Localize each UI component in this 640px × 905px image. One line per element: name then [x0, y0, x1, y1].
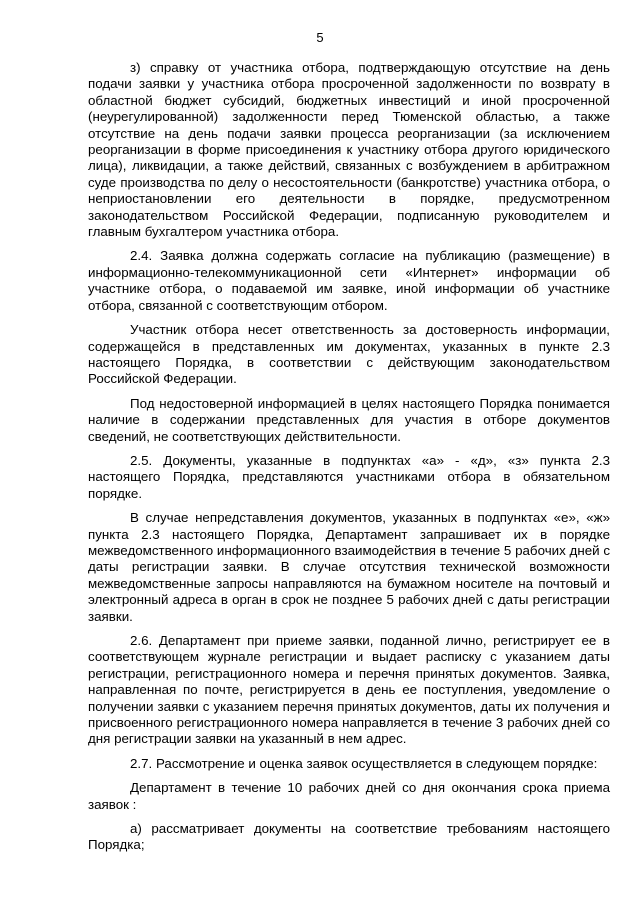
page-number: 5 [316, 30, 324, 45]
paragraph-a-review: а) рассматривает документы на соответствие требованиям настоящего Порядка; [88, 821, 610, 853]
paragraph-2-6: 2.6. Департамент при приеме заявки, поданной лично, регистрирует ее в соответствующем журнале регистрации и выдает расписку с указанием даты регистрации, регистрационного номера и перечня принятых документов. Заявка, направленная по почте, регистрируется в день ее поступления, уведомление о получении заявки с указанием перечня принятых документов, даты их получения и присвоенного регистрационного номера направляется в течение 3 рабочих дней со дня регистрации заявки на указанный в нем адрес. [88, 633, 610, 747]
paragraph-interagency-request: В случае непредставления документов, указанных в подпунктах «е», «ж» пункта 2.3 настоящего Порядка, Департамент запрашивает их в порядке межведомственного информационного взаимодействия в течение 5 рабочих дней с даты регистрации заявки. В случае отсутствия технической возможности межведомственные запросы направляются на бумажном носителе на почтовый и электронный адреса в орган в срок не позднее 5 рабочих дней с даты регистрации заявки. [88, 510, 610, 624]
paragraph-z-certificate: з) справку от участника отбора, подтверждающую отсутствие на день подачи заявки у участника отбора просроченной задолженности по возврату в областной бюджет субсидий, бюджетных инвестиций и иной просроченной (неурегулированной) задолженности перед Тюменской областью, а также отсутствие на день подачи заявки процесса реорганизации (за исключением реорганизации в форме присоединения к участнику отбора другого юридического лица), ликвидации, а также действий, связанных с возбуждением в арбитражном суде производства по делу о несостоятельности (банкротстве) участника отбора, о неприостановлении его деятельности в порядке, предусмотренном законодательством Российской Федерации, подписанную руководителем и главным бухгалтером участника отбора. [88, 60, 610, 240]
paragraph-false-information: Под недостоверной информацией в целях настоящего Порядка понимается наличие в содержании представленных для участия в отборе документов сведений, не соответствующих действительности. [88, 395, 610, 444]
paragraph-2-4: 2.4. Заявка должна содержать согласие на публикацию (размещение) в информационно-телекоммуникационной сети «Интернет» информации об участнике отбора, о подаваемой им заявке, иной информации об участнике отбора, связанной с соответствующим отбором. [88, 248, 610, 313]
paragraph-2-5: 2.5. Документы, указанные в подпунктах «а» - «д», «з» пункта 2.3 настоящего Порядка, представляются участниками отбора в обязательном порядке. [88, 452, 610, 501]
paragraph-department-term: Департамент в течение 10 рабочих дней со дня окончания срока приема заявок : [88, 780, 610, 812]
paragraph-2-7: 2.7. Рассмотрение и оценка заявок осуществляется в следующем порядке: [130, 755, 598, 771]
paragraph-responsibility: Участник отбора несет ответственность за достоверность информации, содержащейся в представленных им документах, указанных в пункте 2.3 настоящего Порядка, в соответствии с действующим законодательством Российской Федерации. [88, 322, 610, 387]
document-body [88, 60, 610, 854]
